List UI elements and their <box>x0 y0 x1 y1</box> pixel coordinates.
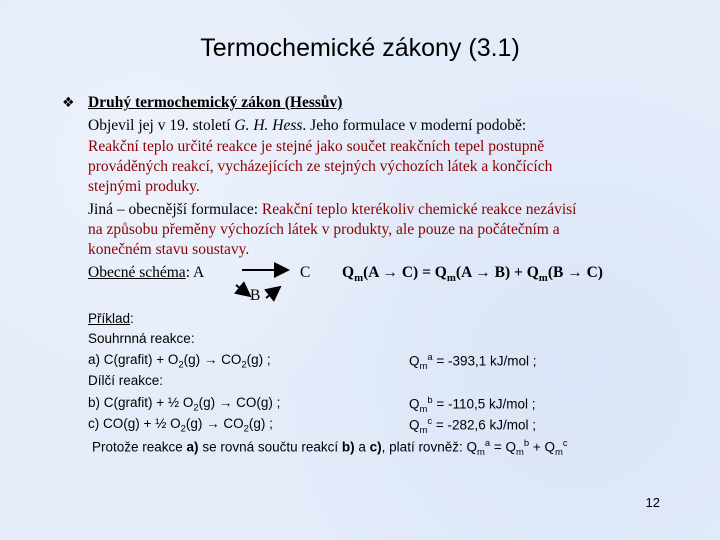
text-line-4: stejnými produky. <box>88 178 200 195</box>
diamond-bullet-icon: ❖ <box>62 95 75 111</box>
reaction-b: b) C(grafit) + ½ $O_2(g) \to CO(g)$ ; <box>88 395 281 414</box>
arrow-b-to-c <box>266 287 280 298</box>
schema-c: C <box>300 264 311 281</box>
text-line-7: konečném stavu soustavy. <box>88 241 250 258</box>
slide-title: Termochemické zákony (3.1) <box>200 34 520 62</box>
text-line-5: Jiná – obecnější formulace: Reakční teplo kterékoliv chemické reakce nezávisí <box>88 201 577 218</box>
text-line-3: prováděných reakcí, vycházejících ze stejných výchozích látek a končících <box>88 158 553 175</box>
q-a-value: $Q_m^a = -393,1$ kJ/mol ; <box>409 352 537 373</box>
schema-b: B <box>250 287 261 304</box>
schema-label: Obecné schéma: A <box>88 264 205 281</box>
section-heading: Druhý termochemický zákon (Hessův) <box>88 94 343 111</box>
q-b-value: $Q_m^b = -110,5$ kJ/mol ; <box>409 395 536 416</box>
dilci-reakce-label: Dílčí reakce: <box>88 373 164 388</box>
reaction-a: a) C(grafit) + $O_2(g) \to CO_2(g)$ ; <box>88 352 271 371</box>
conclusion-line: Protože reakce a) se rovná součtu reakcí b) a c), platí rovněž: $Q_m^a = Q_m^b + Q_m^c$ <box>92 438 568 459</box>
page-number: 12 <box>645 495 660 510</box>
arrow-a-to-b <box>236 285 250 296</box>
example-label: Příklad: <box>88 311 134 326</box>
souhrnna-reakce-label: Souhrnná reakce: <box>88 331 195 346</box>
text-line-6: na způsobu přeměny výchozích látek v produkty, ale pouze na počátečním a <box>88 221 560 238</box>
text-line-1: Objevil jej v 19. století G. H. Hess. Jeho formulace v moderní podobě: <box>88 117 527 134</box>
reaction-c: c) CO(g) + ½ $O_2(g) \to CO_2(g)$ ; <box>88 416 273 435</box>
q-c-value: $Q_m^c = -282,6$ kJ/mol ; <box>409 416 537 437</box>
text-line-2: Reakční teplo určité reakce je stejné jako součet reakčních tepel postupně <box>88 138 545 155</box>
schema-equation: $Q_m(A \to C) = Q_m(A \to B) + Q_m(B \to C)$ <box>342 264 603 285</box>
